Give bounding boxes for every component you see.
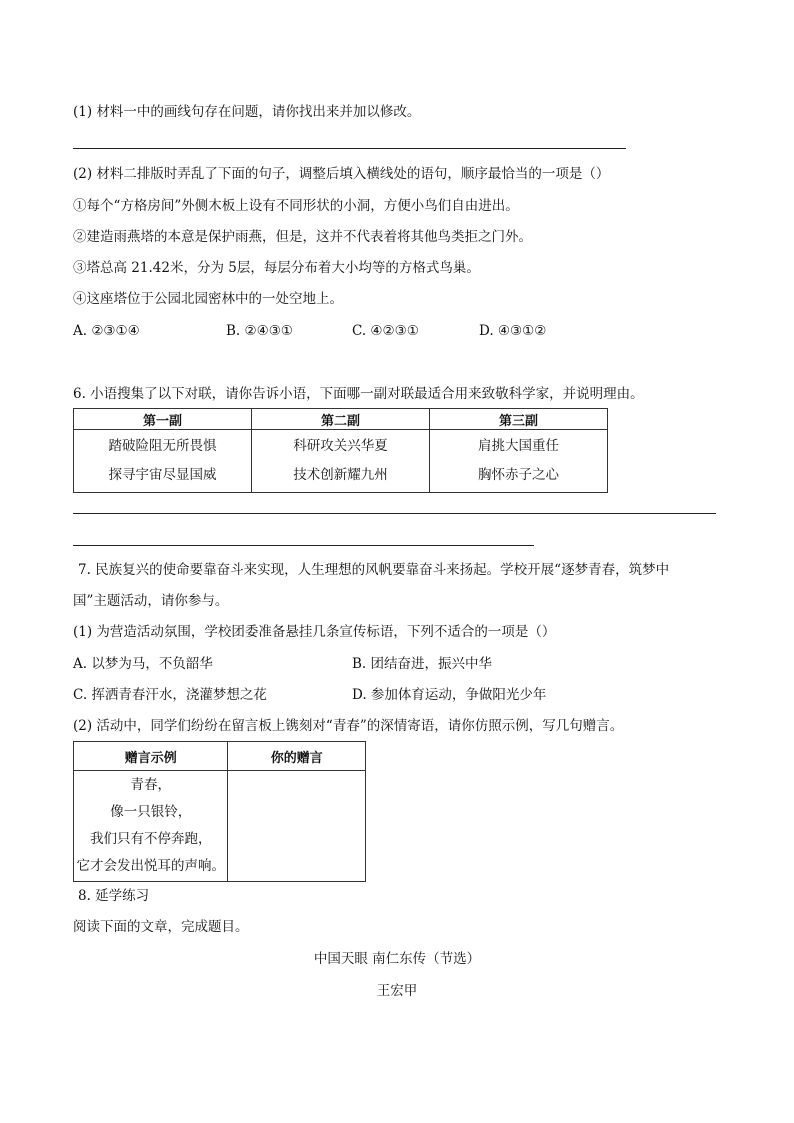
q5-option-a: A. ②③①④: [73, 323, 140, 339]
q7-stem-line2: 国”主题活动，请你参与。: [73, 593, 229, 609]
q5-sentence-3: ③塔总高 21.42米，分为 5层，每层分布着大小均等的方格式鸟巢。: [73, 260, 480, 276]
couplet-cell-1: [74, 430, 252, 493]
couplet-3-upper: 肩挑大国重任: [478, 438, 559, 454]
your-message-cell[interactable]: [228, 771, 366, 882]
example-line-2: 像一只银铃，: [110, 804, 192, 820]
message-example-cell: [74, 771, 228, 882]
q8-instruction: 阅读下面的文章，完成题目。: [73, 919, 249, 935]
couplet-header-3: 第三副: [430, 409, 608, 430]
q5-sub1-text: (1) 材料一中的画线句存在问题，请你找出来并加以修改。: [73, 104, 421, 120]
q5-sentence-2: ②建造雨燕塔的本意是保护雨燕，但是，这并不代表着将其他鸟类拒之门外。: [73, 229, 532, 245]
couplet-header-2: 第二副: [252, 409, 430, 430]
q5-option-d: D. ④③①②: [479, 323, 547, 339]
q5-sentence-4: ④这座塔位于公园北园密林中的一处空地上。: [73, 291, 343, 307]
q5-option-c: C. ④②③①: [352, 323, 419, 339]
answer-line: [73, 148, 626, 149]
q6-stem: 6. 小语搜集了以下对联，请你告诉小语，下面哪一副对联最适合用来致敬科学家，并说明理由。: [73, 386, 644, 402]
example-line-3: 我们只有不停奔跑，: [89, 831, 212, 847]
example-line-1: 青春，: [130, 777, 171, 793]
q5-sentence-1: ①每个“方格房间”外侧木板上设有不同形状的小洞，方便小鸟们自由进出。: [73, 198, 519, 214]
q7-option-b: B. 团结奋进，振兴中华: [352, 656, 493, 672]
q5-sub2-text: (2) 材料二排版时弄乱了下面的句子，调整后填入横线处的语句，顺序最恰当的一项是（）: [73, 166, 610, 182]
q8-title: 8. 延学练习: [78, 888, 150, 904]
q7-stem-line1: 7. 民族复兴的使命要靠奋斗来实现，人生理想的风帆要靠奋斗来扬起。学校开展“逐梦青春，筑梦中: [78, 562, 670, 578]
couplet-header-1: 第一副: [74, 409, 252, 430]
q7-option-d: D. 参加体育运动，争做阳光少年: [352, 687, 547, 703]
couplet-table: [73, 408, 608, 493]
couplet-1-lower: 探寻宇宙尽显国威: [108, 467, 217, 483]
example-line-4: 它才会发出悦耳的声响。: [76, 858, 225, 874]
message-header-example: 赠言示例: [74, 742, 228, 771]
q7-option-c: C. 挥洒青春汗水，浇灌梦想之花: [73, 687, 267, 703]
article-author: 王宏甲: [376, 983, 418, 999]
answer-line: [73, 513, 716, 514]
q7-sub2-text: (2) 活动中，同学们纷纷在留言板上镌刻对“青春”的深情寄语，请你仿照示例，写几句赠言。: [73, 718, 624, 734]
q7-sub1-text: (1) 为营造活动氛围，学校团委准备悬挂几条宣传标语，下列不适合的一项是（）: [73, 624, 556, 640]
message-header-yours: 你的赠言: [228, 742, 366, 771]
couplet-cell-3: [430, 430, 608, 493]
couplet-2-upper: 科研攻关兴华夏: [293, 438, 388, 454]
message-table: [73, 741, 366, 882]
q5-option-b: B. ②④③①: [226, 323, 293, 339]
article-title: 中国天眼 南仁东传（节选）: [313, 951, 481, 967]
answer-line: [73, 545, 534, 546]
couplet-3-lower: 胸怀赤子之心: [478, 467, 559, 483]
couplet-2-lower: 技术创新耀九州: [293, 467, 388, 483]
couplet-1-upper: 踏破险阻无所畏惧: [108, 438, 217, 454]
couplet-cell-2: [252, 430, 430, 493]
q7-option-a: A. 以梦为马，不负韶华: [73, 656, 213, 672]
